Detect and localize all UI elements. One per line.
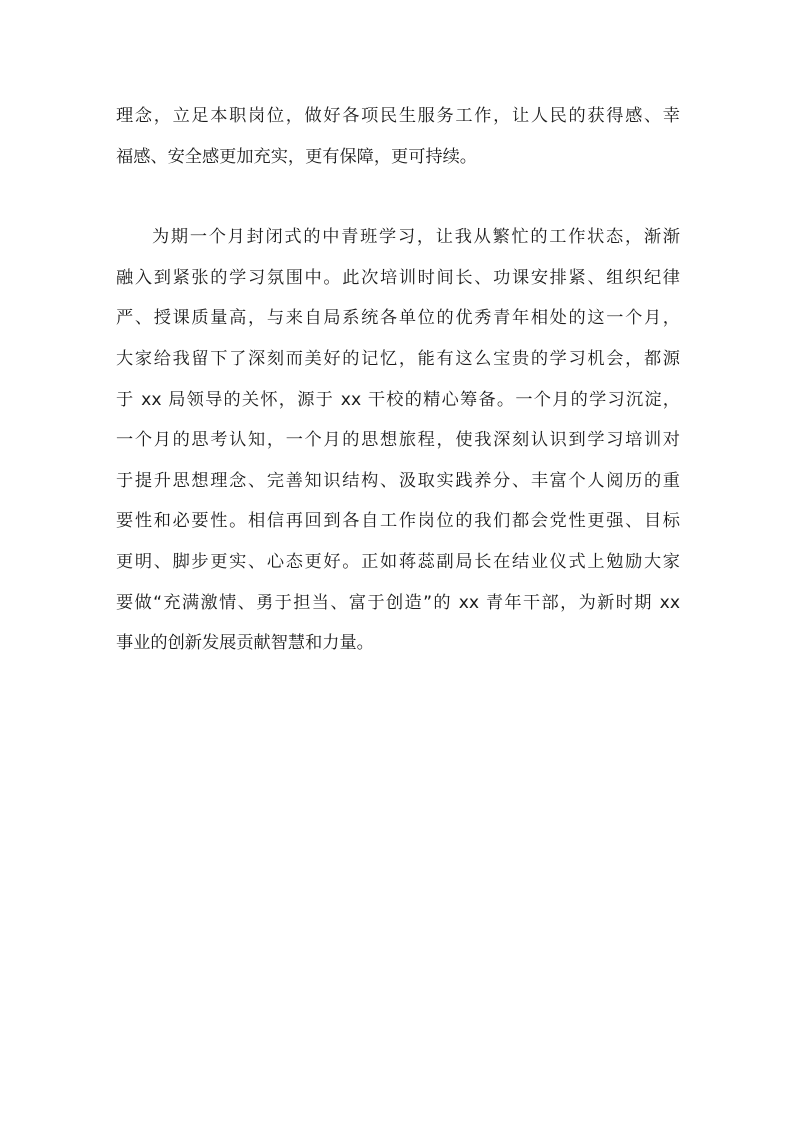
text-line: 福感、安全感更加充实，更有保障，更可持续。 bbox=[116, 146, 477, 167]
text-line: 严、授课质量高，与来自局系统各单位的优秀青年相处的这一个月， bbox=[116, 308, 680, 329]
text-line: 一个月的思考认知，一个月的思想旅程，使我深刻认识到学习培训对 bbox=[116, 430, 680, 451]
paragraph-1 bbox=[116, 96, 680, 177]
text-line: 于提升思想理念、完善知识结构、汲取实践养分、丰富个人阅历的重 bbox=[116, 470, 680, 491]
text-line: 要做“充满激情、勇于担当、富于创造”的 xx 青年干部，为新时期 xx bbox=[116, 592, 680, 613]
paragraph-gap bbox=[116, 177, 680, 217]
paragraph-2 bbox=[116, 217, 680, 664]
text-line: 要性和必要性。相信再回到各自工作岗位的我们都会党性更强、目标 bbox=[116, 511, 680, 532]
text-line: 事业的创新发展贡献智慧和力量。 bbox=[116, 633, 374, 654]
text-line: 为期一个月封闭式的中青班学习，让我从繁忙的工作状态，渐渐 bbox=[152, 227, 680, 248]
text-line: 融入到紧张的学习氛围中。此次培训时间长、功课安排紧、组织纪律 bbox=[116, 267, 680, 288]
text-line: 于 xx 局领导的关怀，源于 xx 干校的精心筹备。一个月的学习沉淀， bbox=[116, 389, 680, 410]
body-text bbox=[116, 96, 680, 664]
text-line: 更明、脚步更实、心态更好。正如蒋蕊副局长在结业仪式上勉励大家 bbox=[116, 551, 680, 572]
text-line: 理念，立足本职岗位，做好各项民生服务工作，让人民的获得感、幸 bbox=[116, 106, 680, 126]
text-line: 大家给我留下了深刻而美好的记忆，能有这么宝贵的学习机会，都源 bbox=[116, 348, 680, 369]
